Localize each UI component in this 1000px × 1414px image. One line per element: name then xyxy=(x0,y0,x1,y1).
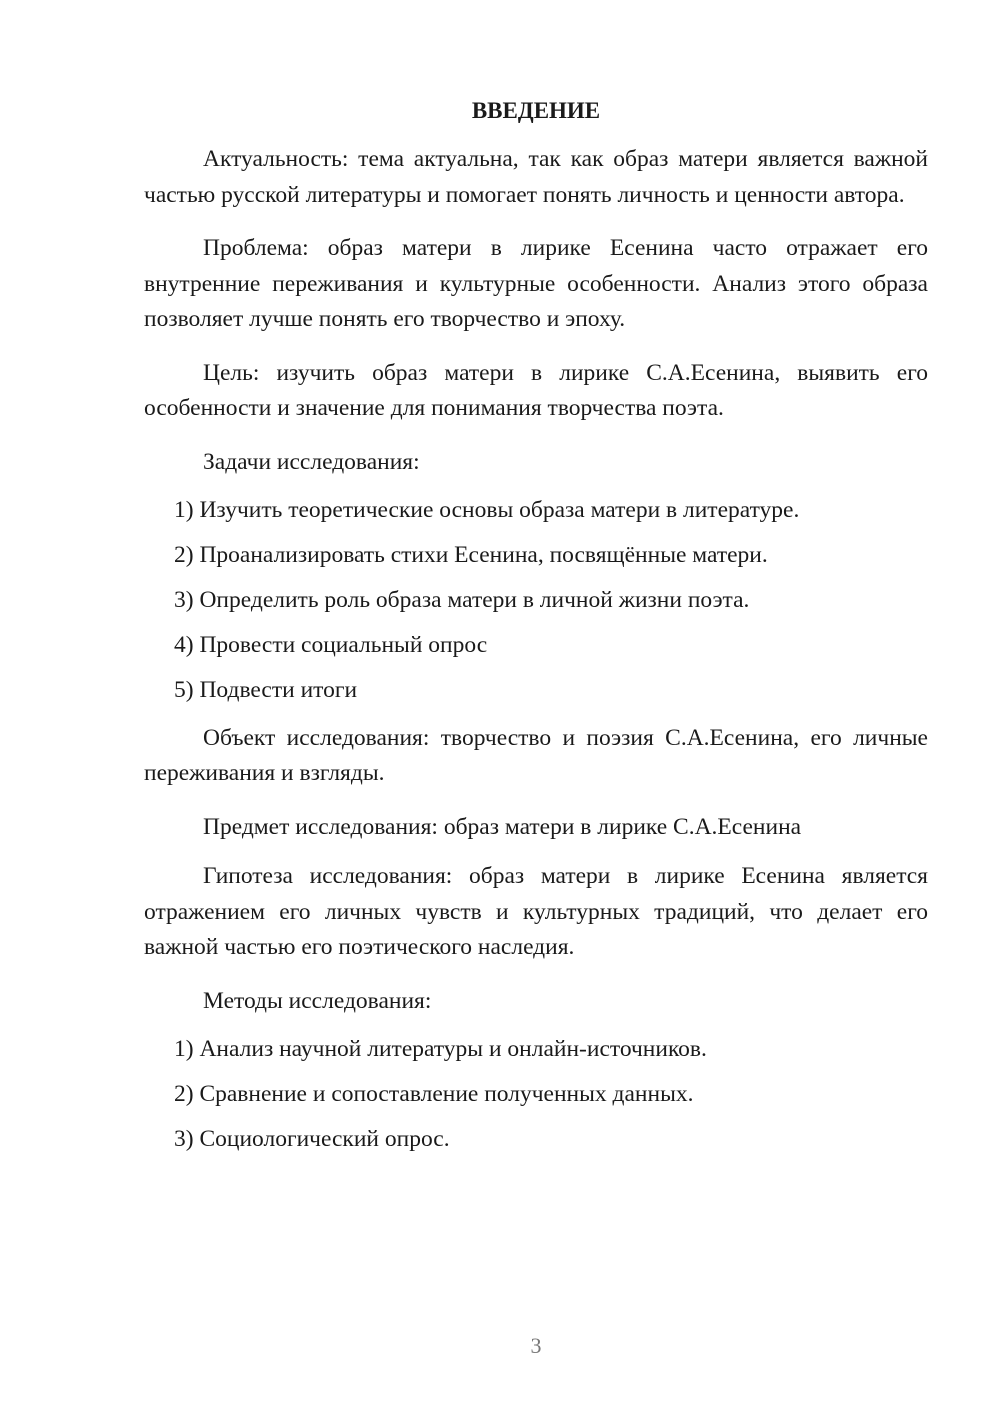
task-item: 5) Подвести итоги xyxy=(174,676,358,703)
method-item: 1) Анализ научной литературы и онлайн-источников. xyxy=(174,1035,707,1062)
page-content xyxy=(144,94,928,1170)
method-item: 2) Сравнение и сопоставление полученных данных. xyxy=(174,1080,694,1107)
tasks-heading: Задачи исследования: xyxy=(203,448,420,475)
task-item: 3) Определить роль образа матери в личной жизни поэта. xyxy=(174,586,750,613)
task-item: 2) Проанализировать стихи Есенина, посвящённые матери. xyxy=(174,541,768,568)
subject-paragraph: Предмет исследования: образ матери в лирике С.А.Есенина xyxy=(203,813,802,840)
section-title: ВВЕДЕНИЕ xyxy=(471,98,601,123)
method-item: 3) Социологический опрос. xyxy=(174,1125,450,1152)
page-number: 3 xyxy=(530,1333,542,1358)
tasks-list xyxy=(144,493,928,708)
task-item: 4) Провести социальный опрос xyxy=(174,631,488,658)
methods-list xyxy=(144,1032,928,1157)
task-item: 1) Изучить теоретические основы образа матери в литературе. xyxy=(174,496,800,523)
relevance-paragraph: Актуальность: тема актуальна, так как образ матери является важной частью русской литературы и помогает понять личность и ценности автора. xyxy=(144,146,928,208)
hypothesis-paragraph: Гипотеза исследования: образ матери в лирике Есенина является отражением его личных чувств и культурных традиций, что делает его важной частью его поэтического наследия. xyxy=(144,863,928,960)
object-paragraph: Объект исследования: творчество и поэзия С.А.Есенина, его личные переживания и взгляды. xyxy=(144,724,928,786)
problem-paragraph: Проблема: образ матери в лирике Есенина часто отражает его внутренние переживания и культурные особенности. Анализ этого образа позволяет лучше понять его творчество и эпоху. xyxy=(144,235,928,332)
goal-paragraph: Цель: изучить образ матери в лирике С.А.Есенина, выявить его особенности и значение для понимания творчества поэта. xyxy=(144,359,928,421)
methods-heading: Методы исследования: xyxy=(203,987,432,1014)
